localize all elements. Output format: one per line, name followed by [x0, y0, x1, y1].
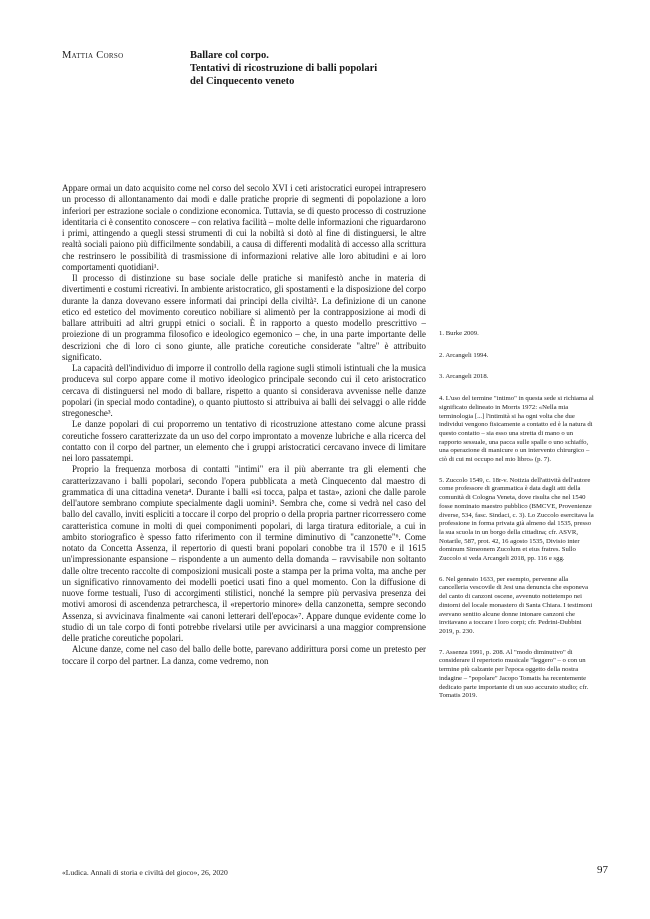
main-text: [62, 183, 426, 667]
footnote: 6. Nel gennaio 1633, per esempio, pervenne alla cancelleria vescovile di Jesi una denuncia che esponeva del canto di canzoni oscene, avvenuto nottetempo nei dintorni del locale monastero di Santa Chiara. I testimoni avevano sentito alcune donne intonare canzoni che invitavano a toccare i loro corpi; cfr. Pedrini-Dubbini 2019, p. 230.: [439, 575, 593, 635]
footnote: 3. Arcangeli 2018.: [439, 373, 489, 381]
footnote: 2. Arcangeli 1994.: [439, 351, 489, 359]
article-title: [190, 49, 490, 88]
footnote: 5. Zuccolo 1549, c. 18r-v. Notizia dell'attività dell'autore come professore di grammatica è data dagli atti della comunità di Cologna Veneta, dove risulta che nel 1540 fosse nominato maestro pubblico (BMCVE, Provenienze diverse, 534, fasc. Sindaci, c. 3). Lo Zuccolo esercitava la professione in forma privata già almeno dal 1535, presso la sua scuola in un borgo della cittadina; cfr. ASVR, Notarile, 587, prot. 42, 16 agosto 1535, Divisio inter dominum Simeonem Zucolum et eius fratres. Sullo Zuccolo si veda Arcangeli 2018, pp. 116 e sgg.: [439, 476, 594, 563]
footnote: 4. L'uso del termine "intimo" in questa sede si richiama al significato delineato in Morris 1972: «Nella mia terminologia [...] l'intimità si ha ogni volta che due individui vengono fisicamente a contatto ed è la natura di questo contatto – sia esso una stretta di mano o un rapporto sessuale, una pacca sulle spalle o uno schiaffo, una operazione di manicure o un intervento chirurgico – ciò di cui mi occupo nel mio libro» (p. 7).: [439, 395, 594, 464]
body-paragraph: La capacità dell'individuo di imporre il controllo della ragione sugli stimoli istintuali che la musica produceva sul corpo appare come il motivo ideologico principale secondo cui il ceto aristocratico cercava di distinguersi nel modo di ballare, rispetto a quanto si considerava avvenisse nelle danze popolari (in special modo contadine), o quanto piuttosto si attribuiva ai balli dei selvaggi o alle ridde stregonesche³.: [62, 363, 426, 418]
title-line: Ballare col corpo.: [190, 50, 269, 61]
footnote: 1. Burke 2009.: [439, 330, 479, 337]
body-paragraph: Le danze popolari di cui proporremo un tentativo di ricostruzione attestano come alcune prassi coreutiche fossero caratterizzate da un uso del corpo improntato a movenze lubriche e alla ricerca del contatto con il corpo del partner, un elemento che i gruppi aristocratici cercavano invece di limitare nei loro passatempi.: [62, 419, 426, 463]
body-paragraph: Appare ormai un dato acquisito come nel corso del secolo XVI i ceti aristocratici europei intrapresero un processo di allontanamento dai modi e dalle pratiche proprie di segmenti di popolazione a loro inferiori per estrazione sociale o condizione economica. Tuttavia, se di questo processo di costruzione identitaria ci è consentito conoscere – con relativa facilità – molte delle informazioni che riguardarono i primi, attingendo a quegli stessi strumenti di cui la nobiltà si dotò al fine di distinguersi, le altre realtà sociali paiono più difficilmente sondabili, a causa di differenti modalità di accesso alla scrittura che restrinsero le possibilità di trasmissione di informazioni relative alle loro abitudini e ai loro comportamenti quotidiani¹.: [62, 183, 426, 272]
journal-footer: «Ludica. Annali di storia e civiltà del gioco», 26, 2020: [62, 868, 228, 877]
page-number: 97: [597, 864, 608, 876]
author-name: Mattia Corso: [62, 50, 124, 61]
footnote: 7. Assenza 1991, p. 208. Al "modo diminutivo" di considerare il repertorio musicale "leggero" – o con un termine più calzante per l'epoca oggetto della nostra indagine – "popolare" Jacopo Tomatis ha recentemente dedicato parte importante di un suo accurato studio; cfr. Tomatis 2019.: [439, 648, 589, 700]
body-paragraph: Alcune danze, come nel caso del ballo delle botte, parevano addirittura porsi come un pretesto per toccare il corpo del partner. La danza, come vedremo, non: [62, 644, 426, 666]
body-paragraph: Il processo di distinzione su base sociale delle pratiche si manifestò anche in materia di divertimenti e costumi ricreativi. In ambiente aristocratico, gli spostamenti e la disposizione del corpo durante la danza dovevano essere informati dai principi della civiltà². La definizione di un canone etico ed estetico del movimento coreutico nobiliare si alimentò per la contrapposizione ai modi di ballare attribuiti ad altri gruppi etnici o sociali. È in rapporto a questo modello prescrittivo – proiezione di un programma filosofico e ideologico egemonico – che, in una parte importante delle descrizioni che di loro ci sono giunte, alle pratiche coreutiche considerate "altre" è attribuito significato.: [62, 273, 426, 362]
footnotes-column: [439, 330, 595, 713]
title-line: Tentativi di ricostruzione di balli popolari: [190, 63, 378, 74]
body-paragraph: Proprio la frequenza morbosa di contatti "intimi" era il più aberrante tra gli elementi che caratterizzavano i balli popolari, secondo l'opera pubblicata a metà Cinquecento dal maestro di grammatica di una cittadina veneta⁴. Durante i balli «si tocca, palpa et tasta», azioni che dalle parole dell'autore sembrano compiute specialmente dagli uomini⁵. Sembra che, come si vedrà nel caso del ballo del cavallo, inviti espliciti a toccare il corpo del proprio o della propria partner ricorressero come caratteristica comune in molti di quei componimenti popolari, di larga tiratura editoriale, a cui in ambito storiografico è spesso fatto riferimento con il termine diminutivo di "canzonette"⁶. Come notato da Concetta Assenza, il repertorio di questi brani popolari conobbe tra il 1570 e il 1615 un'impressionante espansione – rispondente a un aumento della domanda – ravvisabile non soltanto dalle oltre trecento raccolte di composizioni musicali poste a stampa per la prima volta, ma anche per un significativo rinnovamento dei modelli poetici usati fino a quel momento. Con la diffusione di nuove forme testuali, l'uso di accorgimenti stilistici, nonché la sempre più pervasiva presenza dei motivi amorosi di ascendenza petrarchesca, il «repertorio minore» della canzonetta, sempre secondo Assenza, si avvicinava finalmente «ai canoni letterari dell'epoca»⁷. Appare dunque evidente come lo studio di un tale corpo di fonti potrebbe rivelarsi utile per avvicinarsi a una maggior comprensione delle pratiche coreutiche popolari.: [62, 464, 426, 643]
title-line: del Cinquecento veneto: [190, 76, 295, 87]
